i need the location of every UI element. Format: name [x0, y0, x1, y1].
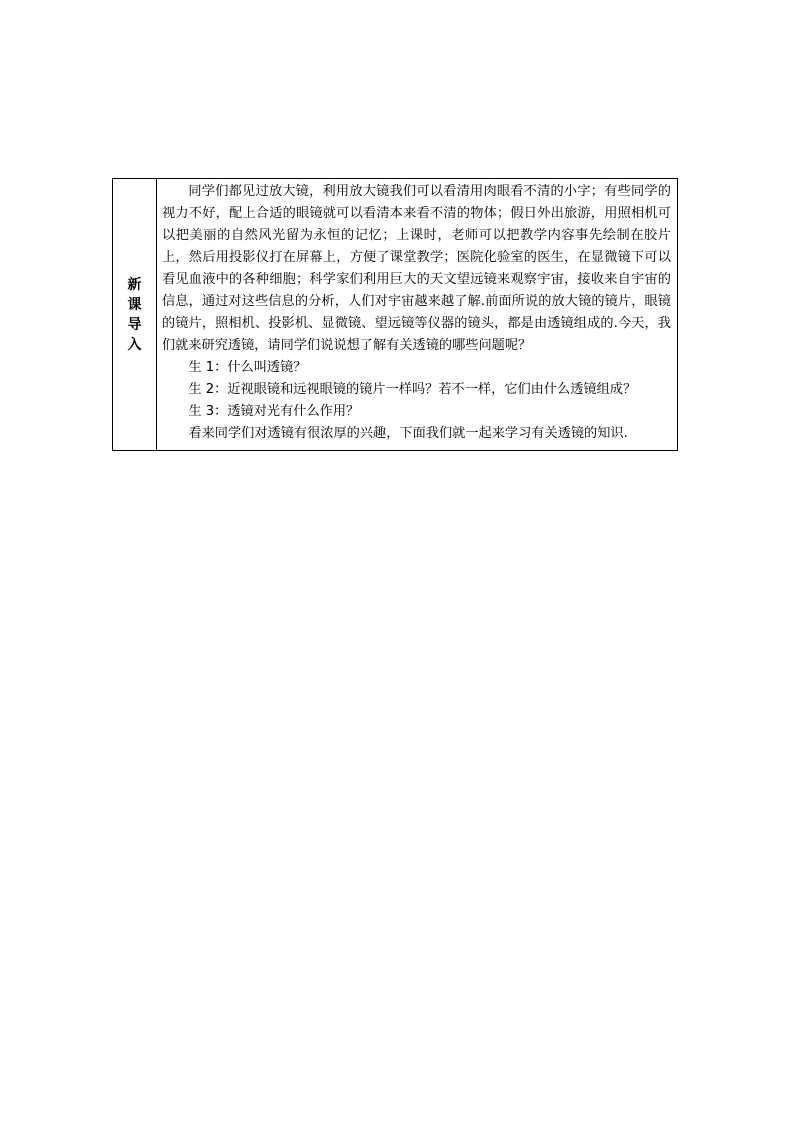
student-question-2: 生 2：近视眼镜和远视眼镜的镜片一样吗？若不一样，它们由什么透镜组成？ [188, 382, 637, 397]
lesson-table [112, 178, 678, 451]
closing-line: 看来同学们对透镜有很浓厚的兴趣，下面我们就一起来学习有关透镜的知识. [188, 426, 628, 441]
section-label-cell [113, 179, 157, 450]
section-label-char: 入 [127, 336, 142, 353]
intro-paragraph: 同学们都见过放大镜，利用放大镜我们可以看清用肉眼看不清的小字；有些同学的视力不好，配上合适的眼镜就可以看清本来看不清的物体；假日外出旅游，用照相机可以把美丽的自然风光留为永恒的记忆；上课时，老师可以把教学内容事先绘制在胶片上，然后用投影仪打在屏幕上，方便了课堂教学；医院化验室的医生，在显微镜下可以看见血液中的各种细胞；科学家们利用巨大的天文望远镜来观察宇宙，接收来自宇宙的信息，通过对这些信息的分析，人们对宇宙越来越了解.前面所说的放大镜的镜片，眼镜的镜片，照相机、投影机、显微镜、望远镜等仪器的镜头，都是由透镜组成的.今天，我们就来研究透镜，请同学们说说想了解有关透镜的哪些问题呢？ [162, 184, 671, 353]
section-label-char: 新 [127, 276, 142, 293]
student-question-3: 生 3：透镜对光有什么作用？ [188, 404, 360, 419]
content-cell [157, 179, 677, 450]
student-question-1: 生 1：什么叫透镜？ [188, 360, 307, 375]
section-label-char: 课 [127, 296, 142, 313]
section-label [128, 275, 142, 355]
section-label-char: 导 [127, 316, 142, 333]
